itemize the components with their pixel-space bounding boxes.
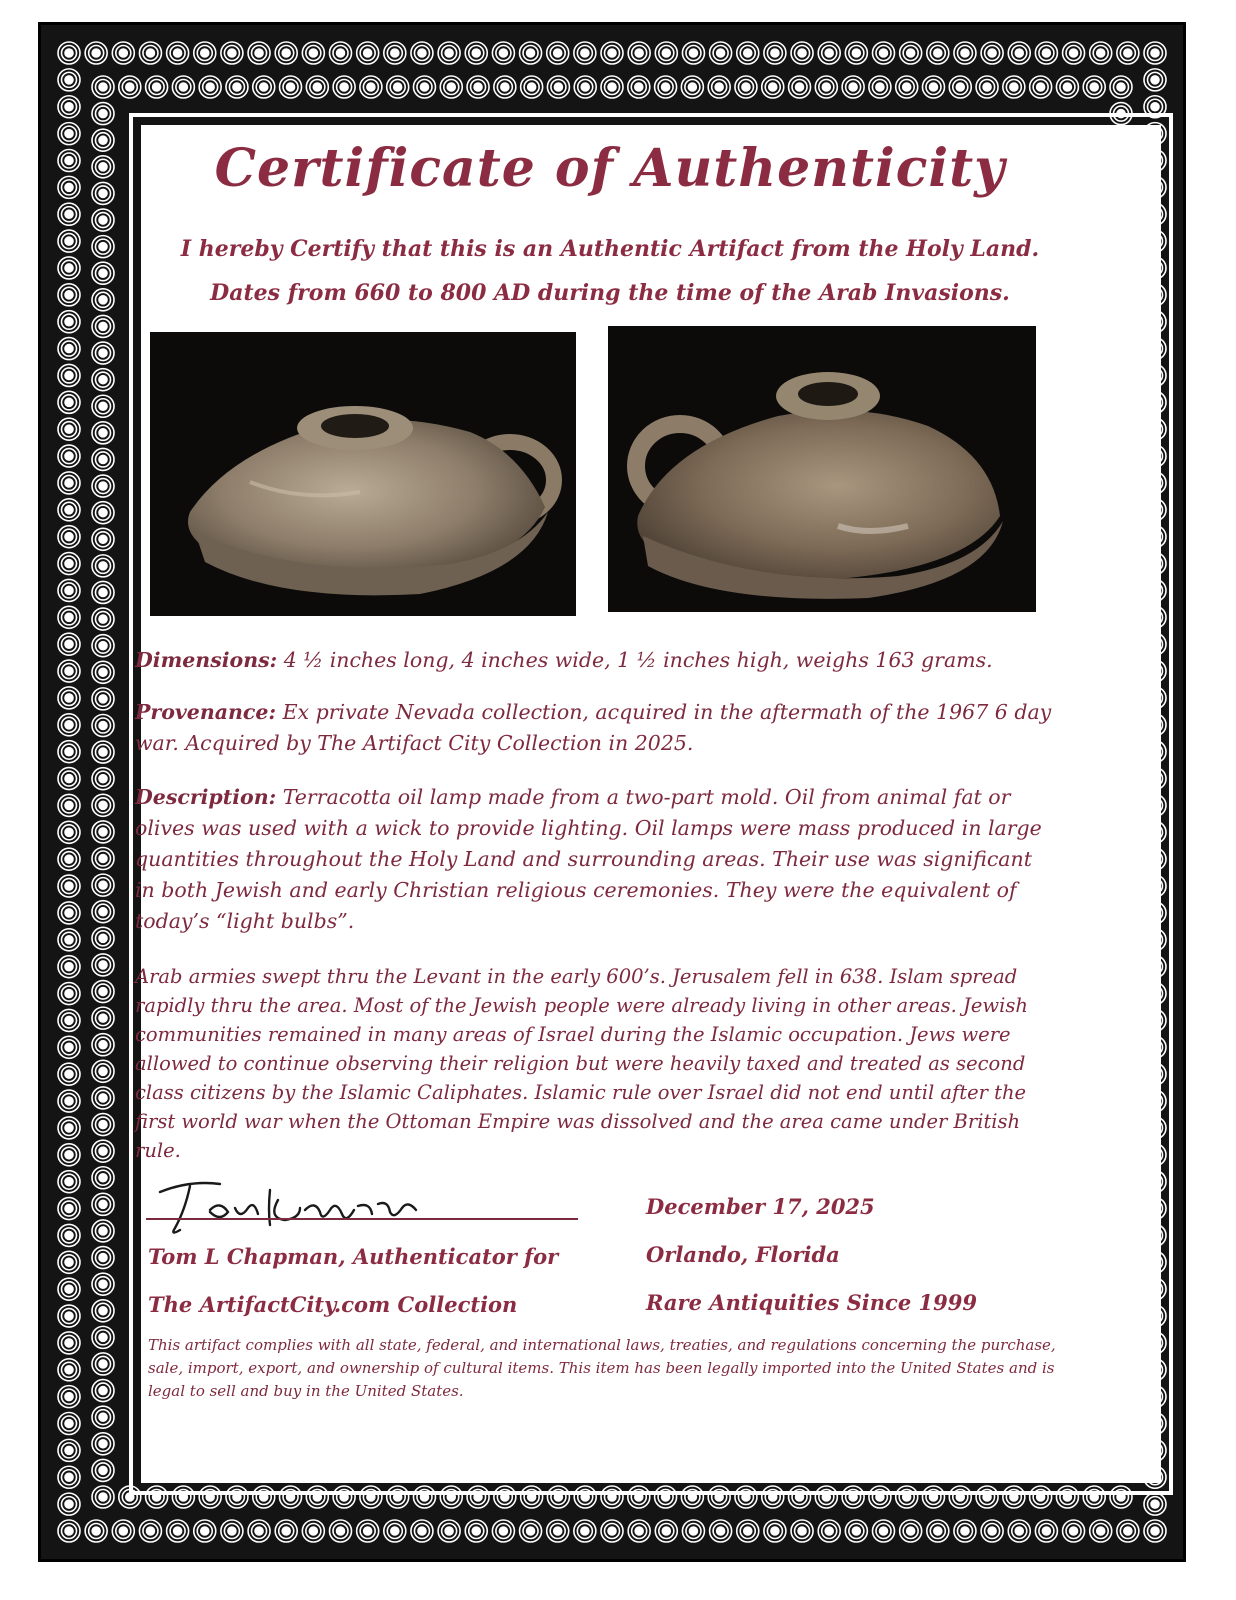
collection-line: The ArtifactCity.com Collection bbox=[148, 1292, 518, 1317]
authenticator-line: Tom L Chapman, Authenticator for bbox=[148, 1244, 559, 1269]
border-ring bbox=[527, 49, 535, 57]
oil-lamp-image-2 bbox=[608, 326, 1036, 612]
border-ring bbox=[99, 721, 107, 729]
border-ring bbox=[852, 49, 860, 57]
border-ring bbox=[99, 376, 107, 384]
border-ring bbox=[65, 1312, 73, 1320]
border-ring bbox=[880, 1527, 888, 1535]
border-ring bbox=[1151, 49, 1159, 57]
border-ring bbox=[608, 83, 616, 91]
border-ring bbox=[499, 1527, 507, 1535]
border-ring bbox=[934, 49, 942, 57]
border-ring bbox=[581, 49, 589, 57]
border-ring bbox=[99, 1254, 107, 1262]
provenance-label: Provenance: bbox=[135, 700, 277, 724]
description-label: Description: bbox=[135, 785, 277, 809]
certificate-date: December 17, 2025 bbox=[646, 1194, 875, 1219]
border-ring bbox=[65, 855, 73, 863]
border-ring bbox=[1124, 1527, 1132, 1535]
border-ring bbox=[907, 1527, 915, 1535]
border-ring bbox=[581, 1527, 589, 1535]
border-ring bbox=[65, 1043, 73, 1051]
border-ring bbox=[447, 83, 455, 91]
border-ring bbox=[260, 83, 268, 91]
border-ring bbox=[99, 775, 107, 783]
border-ring bbox=[99, 402, 107, 410]
border-ring bbox=[65, 345, 73, 353]
border-ring bbox=[662, 1527, 670, 1535]
border-ring bbox=[65, 1473, 73, 1481]
border-ring bbox=[420, 83, 428, 91]
border-ring bbox=[394, 83, 402, 91]
border-ring bbox=[662, 49, 670, 57]
border-ring bbox=[742, 83, 750, 91]
border-ring bbox=[65, 1016, 73, 1024]
border-ring bbox=[99, 269, 107, 277]
border-ring bbox=[65, 613, 73, 621]
border-ring bbox=[119, 1527, 127, 1535]
handwritten-signature-icon bbox=[150, 1170, 450, 1240]
border-ring bbox=[99, 1067, 107, 1075]
border-ring bbox=[65, 1285, 73, 1293]
border-ring bbox=[717, 49, 725, 57]
border-ring bbox=[337, 49, 345, 57]
border-ring bbox=[99, 1147, 107, 1155]
border-ring bbox=[99, 1200, 107, 1208]
border-ring bbox=[880, 49, 888, 57]
border-ring bbox=[65, 103, 73, 111]
border-ring bbox=[391, 49, 399, 57]
border-ring bbox=[126, 83, 134, 91]
border-ring bbox=[174, 1527, 182, 1535]
border-ring bbox=[418, 1527, 426, 1535]
border-ring bbox=[771, 1527, 779, 1535]
border-ring bbox=[65, 479, 73, 487]
border-ring bbox=[92, 49, 100, 57]
border-ring bbox=[99, 1094, 107, 1102]
border-ring bbox=[65, 1393, 73, 1401]
border-ring bbox=[501, 83, 509, 91]
border-ring bbox=[1151, 103, 1159, 111]
border-ring bbox=[65, 694, 73, 702]
border-ring bbox=[99, 1466, 107, 1474]
border-ring bbox=[65, 963, 73, 971]
description-paragraph bbox=[135, 782, 1055, 937]
border-ring bbox=[1042, 49, 1050, 57]
border-ring bbox=[849, 83, 857, 91]
border-ring bbox=[65, 560, 73, 568]
border-ring bbox=[554, 83, 562, 91]
border-ring bbox=[445, 49, 453, 57]
border-ring bbox=[65, 1231, 73, 1239]
signature-line bbox=[146, 1218, 578, 1220]
border-ring bbox=[282, 1527, 290, 1535]
legal-disclaimer: This artifact complies with all state, federal, and international laws, treaties, and regulations concerning the purchase, sale, import, export, and ownership of cultural items. This item has been legally imported into the United States and is legal to sell and buy in the United States. bbox=[148, 1336, 1056, 1400]
history-paragraph: Arab armies swept thru the Levant in the early 600’s. Jerusalem fell in 638. Islam spread rapidly thru the area. Most of the Jewish people were already living in other areas. Jewish communities remained in many areas of Israel during the Islamic occupation. Jews were allowed to continue observing their religion but were heavily taxed and treated as second class citizens by the Islamic Caliphates. Islamic rule over Israel did not end until after the first world war when the Ottoman Empire was dissolved and the area came under British rule. bbox=[135, 965, 1028, 1162]
border-ring bbox=[472, 49, 480, 57]
border-ring bbox=[179, 83, 187, 91]
border-ring bbox=[99, 1174, 107, 1182]
border-ring bbox=[65, 990, 73, 998]
border-ring bbox=[796, 83, 804, 91]
border-ring bbox=[474, 83, 482, 91]
border-ring bbox=[65, 801, 73, 809]
border-ring bbox=[65, 1446, 73, 1454]
border-ring bbox=[822, 83, 830, 91]
border-ring bbox=[662, 83, 670, 91]
certificate-title: Certificate of Authenticity bbox=[214, 138, 1006, 199]
border-ring bbox=[99, 1041, 107, 1049]
border-ring bbox=[146, 1527, 154, 1535]
border-ring bbox=[65, 210, 73, 218]
border-ring bbox=[99, 934, 107, 942]
border-ring bbox=[65, 291, 73, 299]
border-ring bbox=[99, 535, 107, 543]
border-ring bbox=[65, 721, 73, 729]
border-ring bbox=[554, 49, 562, 57]
border-ring bbox=[65, 1124, 73, 1132]
border-ring bbox=[99, 455, 107, 463]
border-ring bbox=[364, 1527, 372, 1535]
border-ring bbox=[99, 509, 107, 517]
border-ring bbox=[1042, 1527, 1050, 1535]
border-ring bbox=[65, 1500, 73, 1508]
border-ring bbox=[99, 642, 107, 650]
border-ring bbox=[65, 49, 73, 57]
border-ring bbox=[798, 1527, 806, 1535]
border-ring bbox=[282, 49, 290, 57]
border-ring bbox=[99, 322, 107, 330]
border-ring bbox=[99, 961, 107, 969]
border-ring bbox=[528, 83, 536, 91]
border-ring bbox=[340, 83, 348, 91]
border-ring bbox=[635, 1527, 643, 1535]
border-ring bbox=[1151, 76, 1159, 84]
border-ring bbox=[99, 1014, 107, 1022]
border-ring bbox=[99, 588, 107, 596]
border-ring bbox=[1151, 1500, 1159, 1508]
border-ring bbox=[1097, 49, 1105, 57]
border-ring bbox=[228, 49, 236, 57]
border-ring bbox=[608, 49, 616, 57]
border-ring bbox=[907, 49, 915, 57]
border-ring bbox=[233, 83, 241, 91]
border-ring bbox=[689, 49, 697, 57]
border-ring bbox=[527, 1527, 535, 1535]
border-ring bbox=[581, 83, 589, 91]
border-ring bbox=[771, 49, 779, 57]
border-ring bbox=[146, 49, 154, 57]
border-ring bbox=[65, 156, 73, 164]
border-ring bbox=[153, 83, 161, 91]
border-ring bbox=[1097, 1527, 1105, 1535]
border-ring bbox=[65, 398, 73, 406]
certificate-location: Orlando, Florida bbox=[646, 1242, 840, 1267]
border-ring bbox=[608, 1527, 616, 1535]
border-ring bbox=[65, 1527, 73, 1535]
border-ring bbox=[99, 668, 107, 676]
border-ring bbox=[956, 83, 964, 91]
border-ring bbox=[961, 49, 969, 57]
border-ring bbox=[65, 237, 73, 245]
border-ring bbox=[715, 83, 723, 91]
border-ring bbox=[65, 1151, 73, 1159]
border-ring bbox=[689, 1527, 697, 1535]
border-ring bbox=[1151, 1527, 1159, 1535]
border-ring bbox=[65, 748, 73, 756]
border-ring bbox=[255, 1527, 263, 1535]
artifact-photo-1 bbox=[150, 332, 576, 616]
border-ring bbox=[1070, 1527, 1078, 1535]
border-ring bbox=[65, 76, 73, 84]
border-ring bbox=[65, 183, 73, 191]
border-ring bbox=[903, 83, 911, 91]
border-ring bbox=[99, 83, 107, 91]
border-ring bbox=[65, 1258, 73, 1266]
business-tagline: Rare Antiquities Since 1999 bbox=[646, 1290, 977, 1315]
border-ring bbox=[65, 130, 73, 138]
border-ring bbox=[201, 49, 209, 57]
border-ring bbox=[99, 349, 107, 357]
border-ring bbox=[174, 49, 182, 57]
border-ring bbox=[99, 1360, 107, 1368]
border-ring bbox=[65, 371, 73, 379]
border-ring bbox=[934, 1527, 942, 1535]
provenance-text: Ex private Nevada collection, acquired in the aftermath of the 1967 6 day war. Acquired by The Artifact City Collection in 2025. bbox=[135, 700, 1052, 755]
border-ring bbox=[99, 855, 107, 863]
border-ring bbox=[825, 1527, 833, 1535]
oil-lamp-image-1 bbox=[150, 332, 576, 616]
border-ring bbox=[99, 881, 107, 889]
border-ring bbox=[65, 882, 73, 890]
border-ring bbox=[961, 1527, 969, 1535]
border-ring bbox=[99, 110, 107, 118]
border-ring bbox=[99, 1493, 107, 1501]
dimensions-label: Dimensions: bbox=[135, 648, 278, 672]
border-ring bbox=[825, 49, 833, 57]
border-ring bbox=[1063, 83, 1071, 91]
border-ring bbox=[309, 1527, 317, 1535]
border-ring bbox=[65, 640, 73, 648]
border-ring bbox=[65, 828, 73, 836]
border-ring bbox=[65, 1205, 73, 1213]
border-ring bbox=[99, 1227, 107, 1235]
border-ring bbox=[65, 506, 73, 514]
border-ring bbox=[744, 49, 752, 57]
border-ring bbox=[798, 49, 806, 57]
border-ring bbox=[99, 1413, 107, 1421]
border-ring bbox=[554, 1527, 562, 1535]
border-ring bbox=[65, 586, 73, 594]
border-ring bbox=[1037, 83, 1045, 91]
border-ring bbox=[119, 49, 127, 57]
border-ring bbox=[99, 482, 107, 490]
border-ring bbox=[65, 1178, 73, 1186]
dimensions-paragraph bbox=[135, 645, 1055, 676]
border-ring bbox=[99, 1121, 107, 1129]
border-ring bbox=[99, 1333, 107, 1341]
border-ring bbox=[99, 1387, 107, 1395]
border-ring bbox=[988, 1527, 996, 1535]
border-ring bbox=[1015, 1527, 1023, 1535]
border-ring bbox=[391, 1527, 399, 1535]
border-ring bbox=[688, 83, 696, 91]
border-ring bbox=[1117, 83, 1125, 91]
border-ring bbox=[99, 695, 107, 703]
border-ring bbox=[309, 49, 317, 57]
border-ring bbox=[472, 1527, 480, 1535]
border-ring bbox=[99, 1307, 107, 1315]
border-ring bbox=[99, 988, 107, 996]
border-ring bbox=[99, 828, 107, 836]
border-ring bbox=[287, 83, 295, 91]
border-ring bbox=[499, 49, 507, 57]
border-ring bbox=[1090, 83, 1098, 91]
border-ring bbox=[99, 801, 107, 809]
border-ring bbox=[313, 83, 321, 91]
border-ring bbox=[228, 1527, 236, 1535]
date-range-statement: Dates from 660 to 800 AD during the time of the Arab Invasions. bbox=[210, 280, 1010, 306]
border-ring bbox=[65, 909, 73, 917]
border-ring bbox=[65, 1070, 73, 1078]
border-ring bbox=[255, 49, 263, 57]
border-ring bbox=[988, 49, 996, 57]
dimensions-text: 4 ½ inches long, 4 inches wide, 1 ½ inches high, weighs 163 grams. bbox=[283, 648, 993, 672]
border-ring bbox=[1015, 49, 1023, 57]
border-ring bbox=[65, 1339, 73, 1347]
border-ring bbox=[99, 216, 107, 224]
border-ring bbox=[769, 83, 777, 91]
border-ring bbox=[635, 49, 643, 57]
certify-statement: I hereby Certify that this is an Authentic Artifact from the Holy Land. bbox=[180, 236, 1040, 262]
border-ring bbox=[65, 775, 73, 783]
border-ring bbox=[929, 83, 937, 91]
artifact-photo-2 bbox=[608, 326, 1036, 612]
border-ring bbox=[92, 1527, 100, 1535]
border-ring bbox=[65, 667, 73, 675]
border-ring bbox=[744, 1527, 752, 1535]
border-ring bbox=[65, 1366, 73, 1374]
border-ring bbox=[1124, 49, 1132, 57]
border-ring bbox=[65, 318, 73, 326]
border-ring bbox=[65, 1420, 73, 1428]
border-ring bbox=[418, 49, 426, 57]
border-ring bbox=[364, 49, 372, 57]
border-ring bbox=[99, 1280, 107, 1288]
border-ring bbox=[65, 452, 73, 460]
border-ring bbox=[717, 1527, 725, 1535]
border-ring bbox=[206, 83, 214, 91]
border-ring bbox=[99, 748, 107, 756]
border-ring bbox=[65, 425, 73, 433]
border-ring bbox=[201, 1527, 209, 1535]
border-ring bbox=[876, 83, 884, 91]
border-ring bbox=[99, 562, 107, 570]
border-ring bbox=[99, 1440, 107, 1448]
border-ring bbox=[337, 1527, 345, 1535]
border-ring bbox=[99, 908, 107, 916]
border-ring bbox=[445, 1527, 453, 1535]
border-ring bbox=[65, 264, 73, 272]
border-ring bbox=[635, 83, 643, 91]
border-ring bbox=[99, 615, 107, 623]
provenance-paragraph bbox=[135, 697, 1055, 759]
border-ring bbox=[65, 936, 73, 944]
border-ring bbox=[99, 429, 107, 437]
border-ring bbox=[983, 83, 991, 91]
border-ring bbox=[367, 83, 375, 91]
border-ring bbox=[65, 1097, 73, 1105]
border-ring bbox=[65, 533, 73, 541]
description-text: Terracotta oil lamp made from a two-part mold. Oil from animal fat or olives was used with a wick to provide lighting. Oil lamps were mass produced in large quantities throughout the Holy Land and surrounding areas. Their use was significant in both Jewish and early Christian religious ceremonies. They were the equivalent of today’s “light bulbs”. bbox=[135, 785, 1042, 933]
border-ring bbox=[852, 1527, 860, 1535]
border-ring bbox=[1010, 83, 1018, 91]
border-ring bbox=[1070, 49, 1078, 57]
